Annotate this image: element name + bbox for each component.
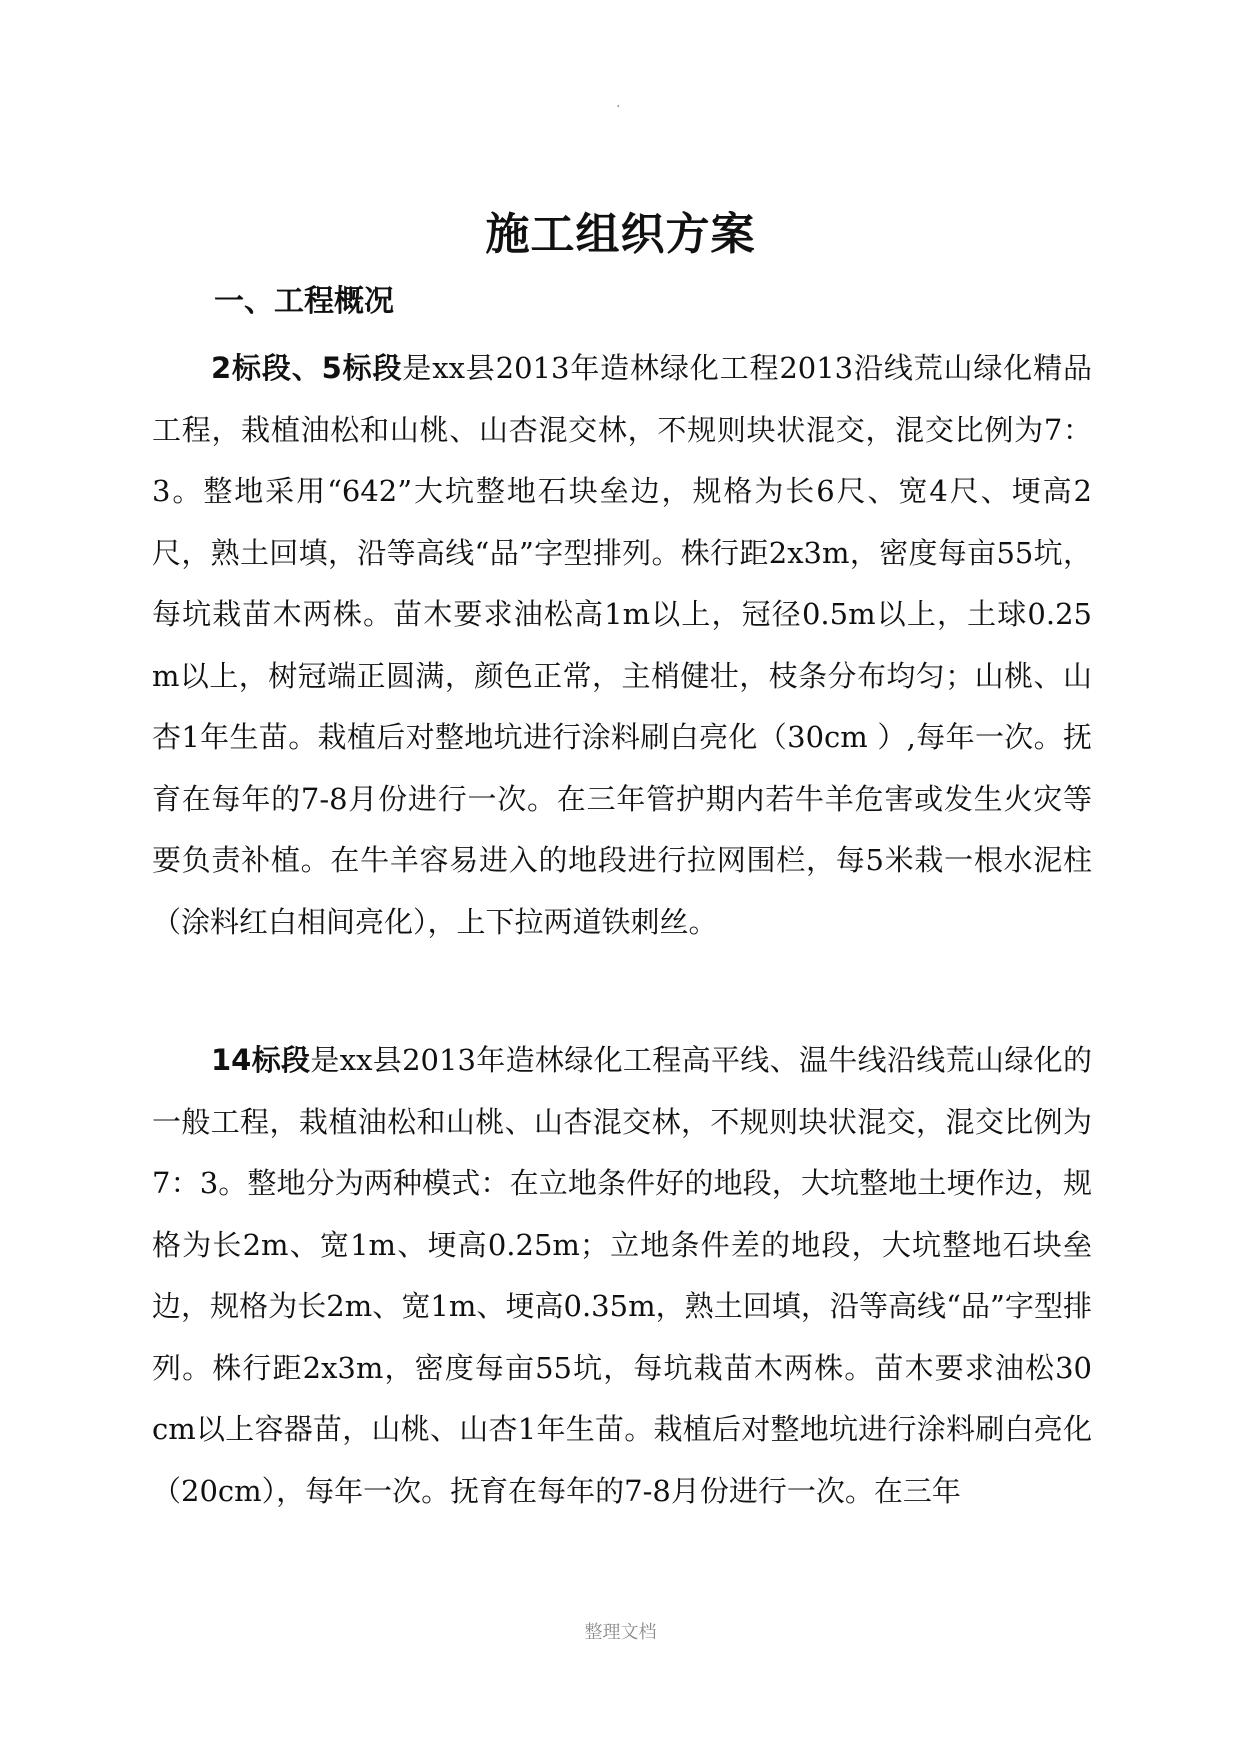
- paragraph-section-14: [152, 1030, 1092, 1522]
- header-mark: .: [616, 95, 621, 111]
- paragraph-lead: 14标段: [211, 1043, 311, 1077]
- paragraph-lead: 2标段、5标段: [211, 351, 403, 385]
- paragraph-body: 是xx县2013年造林绿化工程2013沿线荒山绿化精品工程，栽植油松和山桃、山杏混交林，不规则块状混交，混交比例为7：3。整地采用“642”大坑整地石块垒边，规格为长6尺、宽4尺、埂高2尺，熟土回填，沿等高线“品”字型排列。株行距2x3m，密度每亩55坑，每坑栽苗木两株。苗木要求油松高1m以上，冠径0.5m以上，土球0.25 m以上，树冠端正圆满，颜色正常，主梢健壮，枝条分布均匀；山桃、山杏1年生苗。栽植后对整地坑进行涂料刷白亮化（30cm ）,每年一次。抚育在每年的7-8月份进行一次。在三年管护期内若牛羊危害或发生火灾等要负责补植。在牛羊容易进入的地段进行拉网围栏，每5米栽一根水泥柱（涂料红白相间亮化），上下拉两道铁刺丝。: [152, 351, 1092, 939]
- section-heading: 一、工程概况: [214, 284, 394, 319]
- page-footer: 整理文档: [584, 1622, 657, 1643]
- paragraph-body: 是xx县2013年造林绿化工程高平线、温牛线沿线荒山绿化的一般工程，栽植油松和山桃、山杏混交林，不规则块状混交，混交比例为7：3。整地分为两种模式：在立地条件好的地段，大坑整地土埂作边，规格为长2m、宽1m、埂高0.25m；立地条件差的地段，大坑整地石块垒边，规格为长2m、宽1m、埂高0.35m，熟土回填，沿等高线“品”字型排列。株行距2x3m，密度每亩55坑，每坑栽苗木两株。苗木要求油松30 cm以上容器苗，山桃、山杏1年生苗。栽植后对整地坑进行涂料刷白亮化（20cm），每年一次。抚育在每年的7-8月份进行一次。在三年: [152, 1043, 1092, 1508]
- paragraph-sections-2-5: [152, 338, 1092, 953]
- document-title: 施工组织方案: [485, 209, 756, 260]
